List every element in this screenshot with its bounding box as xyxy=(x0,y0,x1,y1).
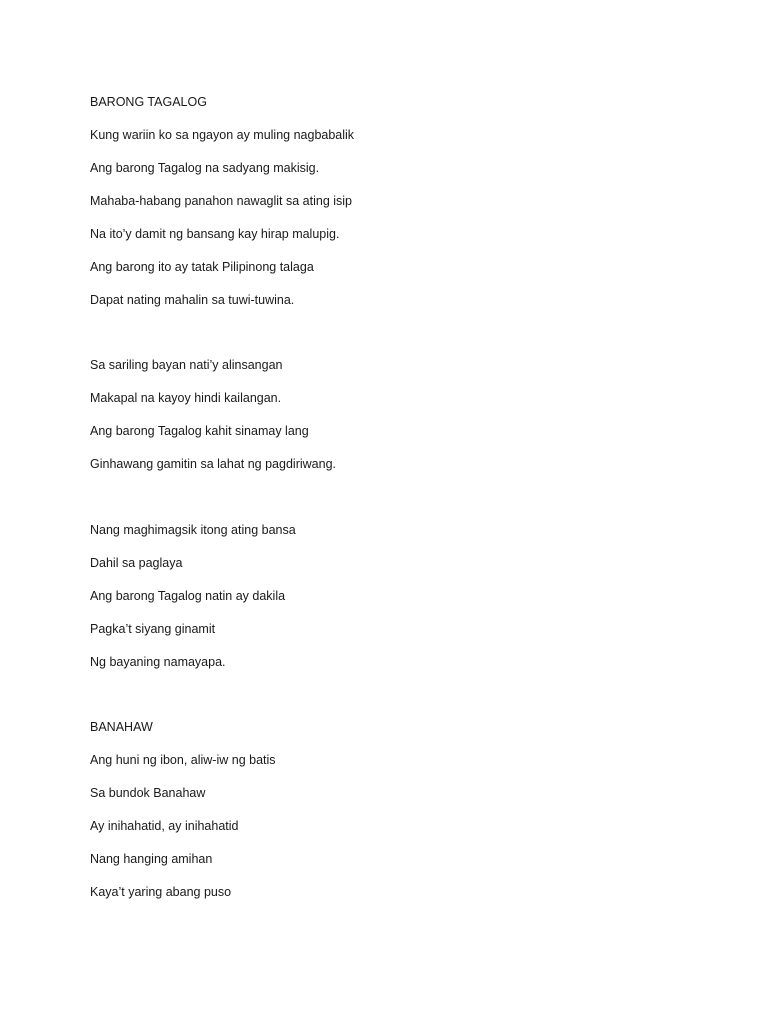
poem-line: Sa bundok Banahaw xyxy=(90,786,206,800)
poem-line: Ang huni ng ibon, aliw-iw ng batis xyxy=(90,753,276,767)
poem-line: Sa sariling bayan nati’y alinsangan xyxy=(90,358,283,372)
poem-line: Dahil sa paglaya xyxy=(90,556,183,570)
poem-line: Mahaba-habang panahon nawaglit sa ating isip xyxy=(90,194,352,208)
poem-line: Makapal na kayoy hindi kailangan. xyxy=(90,391,282,405)
poem-line: Na ito’y damit ng bansang kay hirap malupig. xyxy=(90,227,340,241)
poem-line: Pagka’t siyang ginamit xyxy=(90,622,216,636)
poem-line: Dapat nating mahalin sa tuwi-tuwina. xyxy=(90,293,295,307)
poem-line: Ang barong ito ay tatak Pilipinong talaga xyxy=(90,260,314,274)
poem-line: Ng bayaning namayapa. xyxy=(90,655,226,669)
poem-line: Kaya’t yaring abang puso xyxy=(90,885,232,899)
poem-line: Ginhawang gamitin sa lahat ng pagdiriwang. xyxy=(90,457,336,471)
poem-line: Ang barong Tagalog natin ay dakila xyxy=(90,589,286,603)
poem-line: Nang hanging amihan xyxy=(90,852,213,866)
poem-line: Ay inihahatid, ay inihahatid xyxy=(90,819,239,833)
poem-line: Kung wariin ko sa ngayon ay muling nagbabalik xyxy=(90,128,355,142)
poem-title: BANAHAW xyxy=(90,720,153,734)
poem-line: Nang maghimagsik itong ating bansa xyxy=(90,523,296,537)
poem-line: Ang barong Tagalog na sadyang makisig. xyxy=(90,161,320,175)
poem-title: BARONG TAGALOG xyxy=(90,95,207,109)
poem-line: Ang barong Tagalog kahit sinamay lang xyxy=(90,424,309,438)
